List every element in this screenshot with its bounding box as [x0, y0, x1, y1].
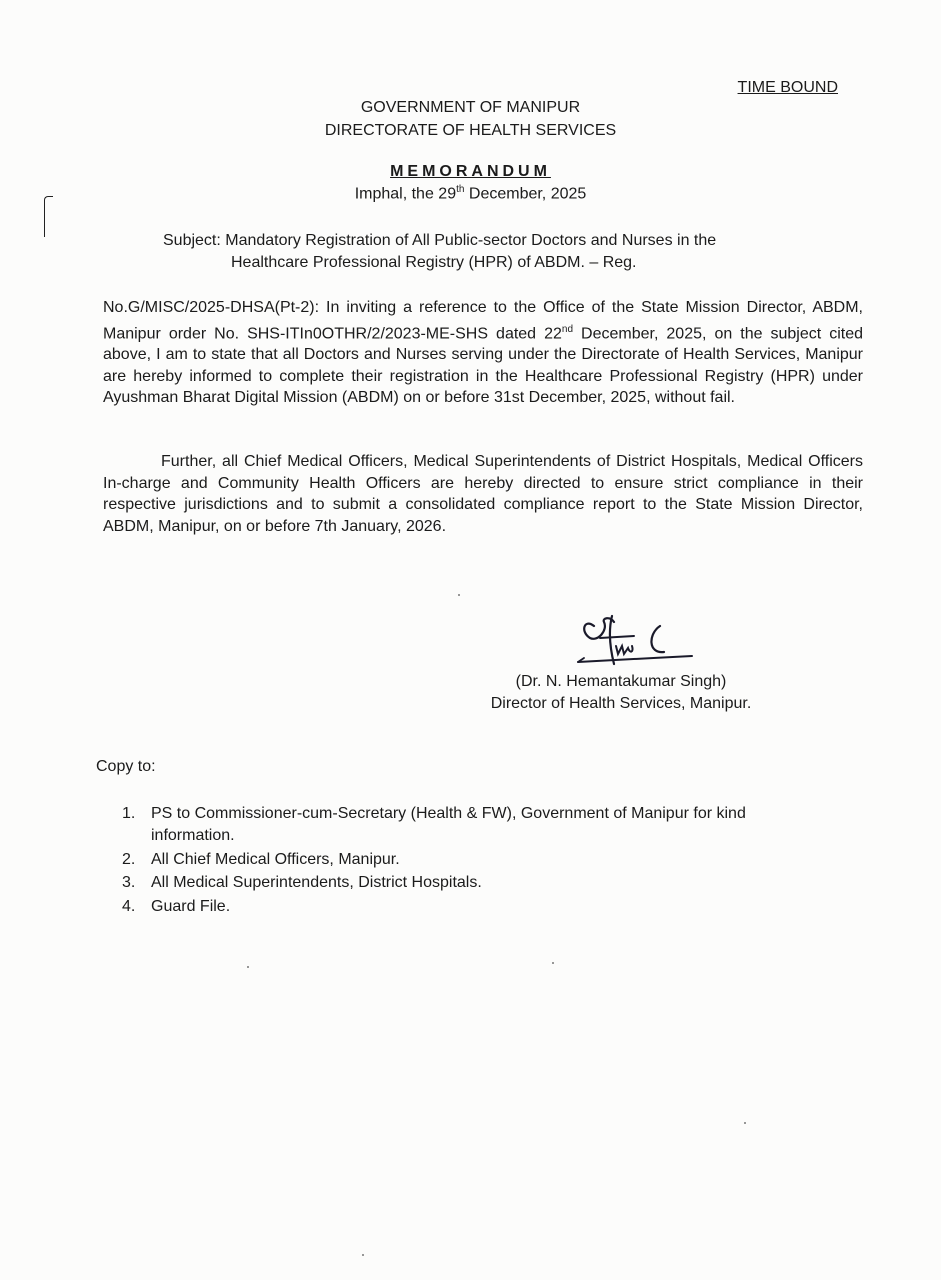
list-item-text: All Chief Medical Officers, Manipur.	[151, 850, 400, 868]
signatory-designation: Director of Health Services, Manipur.	[490, 695, 752, 712]
list-item	[122, 849, 822, 871]
government-name: GOVERNMENT OF MANIPUR	[360, 99, 581, 116]
margin-bracket-mark	[44, 196, 53, 237]
date-ordinal: th	[456, 184, 465, 195]
scan-speck	[362, 1254, 364, 1256]
directorate-name: DIRECTORATE OF HEALTH SERVICES	[324, 122, 617, 139]
paragraph-1-part-a: No.G/MISC/2025-DHSA(Pt-2): In inviting a reference to the Office of the State Mission Director, ABDM, Manipur order No. SHS-ITIn0OTHR/2/2023-ME-SHS dated 22	[103, 299, 863, 342]
paragraph-1-ordinal: nd	[561, 323, 574, 335]
signatory-name: (Dr. N. Hemantakumar Singh)	[515, 673, 727, 690]
memorandum-title: MEMORANDUM	[390, 163, 551, 180]
subject-line-2: Healthcare Professional Registry (HPR) of ABDM. – Reg.	[231, 254, 637, 271]
paragraph-1-part-b: December, 2025, on the subject cited above, I am to state that all Doctors and Nurses serving under the Directorate of Health Services, Manipur are hereby informed to complete their registration in the Healthcare Professional Registry (HPR) under Ayushman Bharat Digital Mission (ABDM) on or before 31st December, 2025, without fail.	[103, 324, 863, 407]
copy-to-label: Copy to:	[96, 758, 156, 775]
list-item-number: 4.	[122, 897, 136, 915]
list-item-number: 2.	[122, 850, 136, 868]
scan-speck	[744, 1122, 746, 1124]
list-item-text: PS to Commissioner-cum-Secretary (Health & FW), Government of Manipur for kind information.	[151, 805, 746, 844]
list-item	[122, 896, 822, 918]
list-item-text: All Medical Superintendents, District Hospitals.	[151, 874, 482, 891]
subject-block	[163, 230, 803, 274]
date-suffix: December, 2025	[464, 185, 587, 203]
list-item	[122, 803, 822, 847]
time-bound-label: TIME BOUND	[737, 79, 838, 96]
copy-to-list	[122, 803, 822, 919]
scan-speck	[552, 962, 554, 964]
signatory-block	[476, 671, 766, 715]
scan-speck	[247, 966, 249, 968]
list-item-number: 1.	[122, 805, 136, 822]
list-item-text: Guard File.	[151, 897, 231, 915]
memo-date	[0, 184, 941, 203]
body-paragraph-2: Further, all Chief Medical Officers, Medical Superintendents of District Hospitals, Medical Officers In-charge and Community Health Officers are hereby directed to ensure strict compliance in their respective jurisdictions and to submit a consolidated compliance report to the State Mission Director, ABDM, Manipur, on or before 7th January, 2026.	[103, 453, 863, 535]
scan-speck	[458, 594, 460, 596]
list-item	[122, 872, 822, 894]
date-prefix: Imphal, the 29	[354, 185, 457, 203]
signature-image	[574, 612, 698, 674]
body-paragraph-1	[103, 297, 863, 409]
letterhead	[0, 96, 941, 142]
subject-line-1: Subject: Mandatory Registration of All Public-sector Doctors and Nurses in the	[163, 232, 717, 249]
list-item-number: 3.	[122, 874, 136, 891]
